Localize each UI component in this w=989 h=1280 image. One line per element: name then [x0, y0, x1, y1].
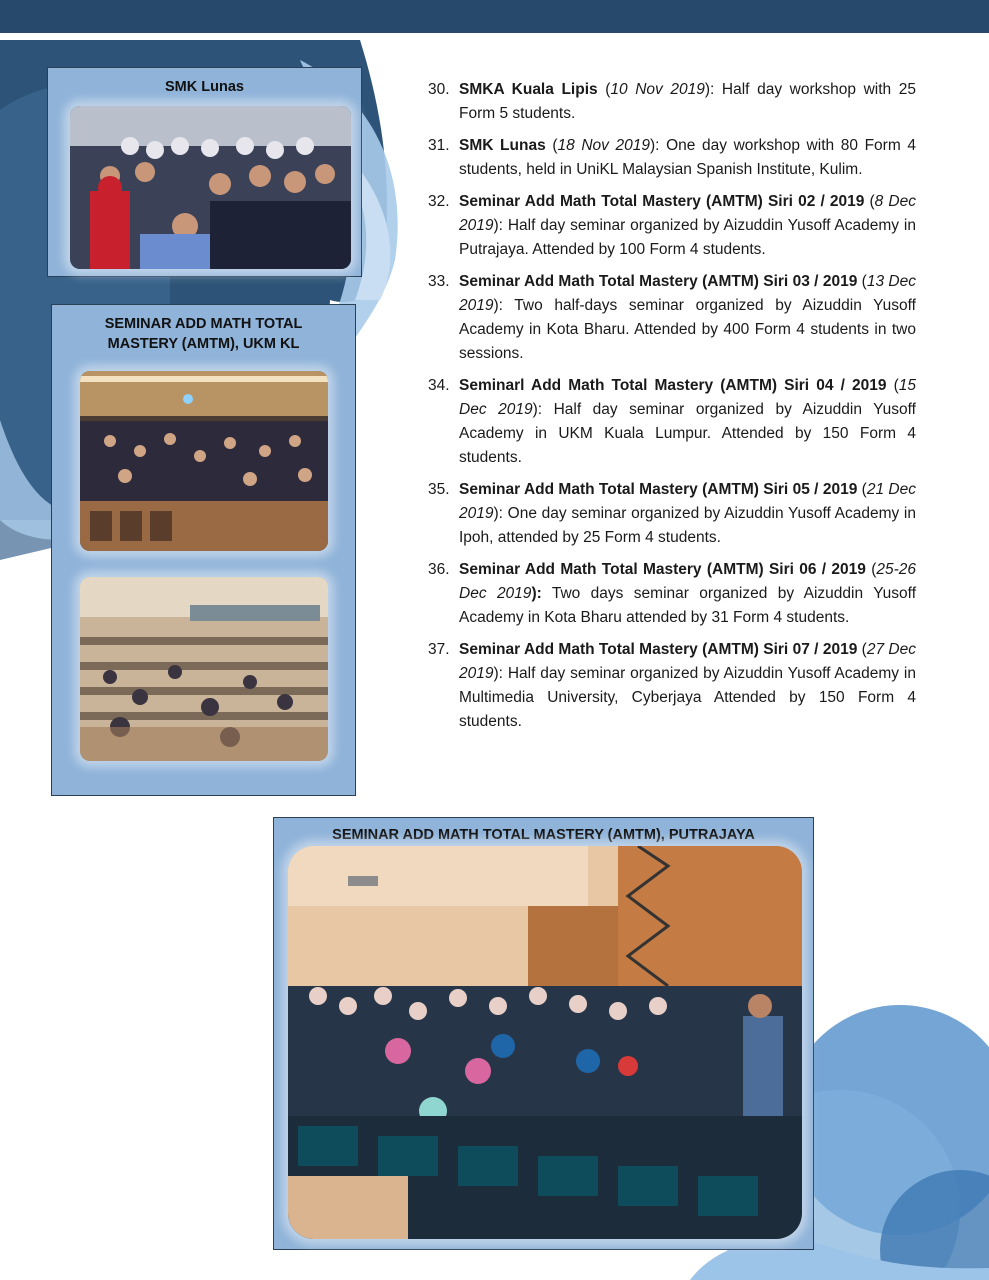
- item-title: SMK Lunas: [459, 137, 546, 154]
- list-item: 32. Seminar Add Math Total Mastery (AMTM) Siri 02 / 2019 (8 Dec 2019): Half day seminar organized by Aizuddin Yusoff Academy in Putrajaya. Attended by 100 Form 4 students.: [428, 190, 916, 262]
- item-number: 34.: [428, 377, 450, 394]
- smk-lunas-group-photo: [70, 106, 351, 269]
- event-list: [428, 78, 916, 742]
- item-title: Seminar Add Math Total Mastery (AMTM) Siri 06 / 2019: [459, 561, 866, 578]
- item-date: 25-26 Dec 2019: [459, 561, 917, 602]
- item-number: 36.: [428, 561, 450, 578]
- item-date: 15 Dec 2019: [459, 377, 917, 418]
- item-title: SMKA Kuala Lipis: [459, 81, 598, 98]
- item-number: 30.: [428, 81, 450, 98]
- smk-lunas-caption: SMK Lunas: [165, 79, 244, 95]
- ukm-kl-group-photo: [80, 371, 328, 551]
- item-number: 35.: [428, 481, 450, 498]
- item-title: Seminar Add Math Total Mastery (AMTM) Siri 07 / 2019: [459, 641, 858, 658]
- item-date: 18 Nov 2019: [557, 137, 650, 154]
- ukm-kl-hall-photo: [80, 577, 328, 761]
- smk-lunas-photo-box: [47, 67, 362, 277]
- ukm-kl-caption-line2: MASTERY (AMTM), UKM KL: [107, 336, 300, 352]
- item-description: : Half day seminar organized by Aizuddin Yusoff Academy in Putrajaya. Attended by 100 Form 4 students.: [459, 217, 916, 258]
- item-title: Seminarl Add Math Total Mastery (AMTM) Siri 04 / 2019: [459, 377, 887, 394]
- list-item: 35. Seminar Add Math Total Mastery (AMTM) Siri 05 / 2019 (21 Dec 2019): One day seminar organized by Aizuddin Yusoff Academy in Ipoh, attended by 25 Form 4 students.: [428, 478, 916, 550]
- item-date: 10 Nov 2019: [610, 81, 705, 98]
- putrajaya-caption: SEMINAR ADD MATH TOTAL MASTERY (AMTM), PUTRAJAYA: [332, 827, 755, 843]
- item-title: Seminar Add Math Total Mastery (AMTM) Siri 03 / 2019: [459, 273, 858, 290]
- item-number: 32.: [428, 193, 450, 210]
- item-description: : One day seminar organized by Aizuddin Yusoff Academy in Ipoh, attended by 25 Form 4 students.: [459, 505, 916, 546]
- item-number: 33.: [428, 273, 450, 290]
- list-item: 36. Seminar Add Math Total Mastery (AMTM) Siri 06 / 2019 (25-26 Dec 2019): Two days seminar organized by Aizuddin Yusoff Academy in Kota Bharu attended by 31 Form 4 students.: [428, 558, 916, 630]
- list-item: 34. Seminarl Add Math Total Mastery (AMTM) Siri 04 / 2019 (15 Dec 2019): Half day seminar organized by Aizuddin Yusoff Academy in UKM Kuala Lumpur. Attended by 150 Form 4 students.: [428, 374, 916, 470]
- item-description: : One day workshop with 80 Form 4 students, held in UniKL Malaysian Spanish Institute, Kulim.: [459, 137, 916, 178]
- item-title: Seminar Add Math Total Mastery (AMTM) Siri 05 / 2019: [459, 481, 858, 498]
- item-description: Two days seminar organized by Aizuddin Yusoff Academy in Kota Bharu attended by 31 Form 4 students.: [459, 585, 916, 626]
- item-date: 13 Dec 2019: [459, 273, 916, 314]
- item-date: 21 Dec 2019: [459, 481, 916, 522]
- header-bar: [0, 0, 989, 33]
- list-item: 37. Seminar Add Math Total Mastery (AMTM) Siri 07 / 2019 (27 Dec 2019): Half day seminar organized by Aizuddin Yusoff Academy in Multimedia University, Cyberjaya Attended by 150 Form 4 students.: [428, 638, 916, 734]
- item-description: : Two half-days seminar organized by Aizuddin Yusoff Academy in Kota Bharu. Attended by 400 Form 4 students in two sessions.: [459, 297, 916, 362]
- putrajaya-photo-box: [273, 817, 814, 1250]
- item-number: 37.: [428, 641, 450, 658]
- putrajaya-hall-photo: [288, 846, 802, 1239]
- list-item: 33. Seminar Add Math Total Mastery (AMTM) Siri 03 / 2019 (13 Dec 2019): Two half-days seminar organized by Aizuddin Yusoff Academy in Kota Bharu. Attended by 400 Form 4 students in two sessions.: [428, 270, 916, 366]
- item-description: : Half day seminar organized by Aizuddin Yusoff Academy in UKM Kuala Lumpur. Attended by 150 Form 4 students.: [459, 401, 916, 466]
- list-item: 30. SMKA Kuala Lipis (10 Nov 2019): Half day workshop with 25 Form 5 students.: [428, 78, 916, 126]
- ukm-kl-caption: [52, 314, 355, 354]
- item-description: : Half day seminar organized by Aizuddin Yusoff Academy in Multimedia University, Cyberjaya Attended by 150 Form 4 students.: [459, 665, 916, 730]
- item-title: Seminar Add Math Total Mastery (AMTM) Siri 02 / 2019: [459, 193, 865, 210]
- item-number: 31.: [428, 137, 450, 154]
- item-date: 8 Dec 2019: [459, 193, 916, 234]
- item-description: : Half day workshop with 25 Form 5 students.: [459, 81, 916, 122]
- ukm-kl-caption-line1: SEMINAR ADD MATH TOTAL: [104, 316, 303, 332]
- ukm-kl-photo-box: [51, 304, 356, 796]
- item-date: 27 Dec 2019: [459, 641, 916, 682]
- list-item: 31. SMK Lunas (18 Nov 2019): One day workshop with 80 Form 4 students, held in UniKL Malaysian Spanish Institute, Kulim.: [428, 134, 916, 182]
